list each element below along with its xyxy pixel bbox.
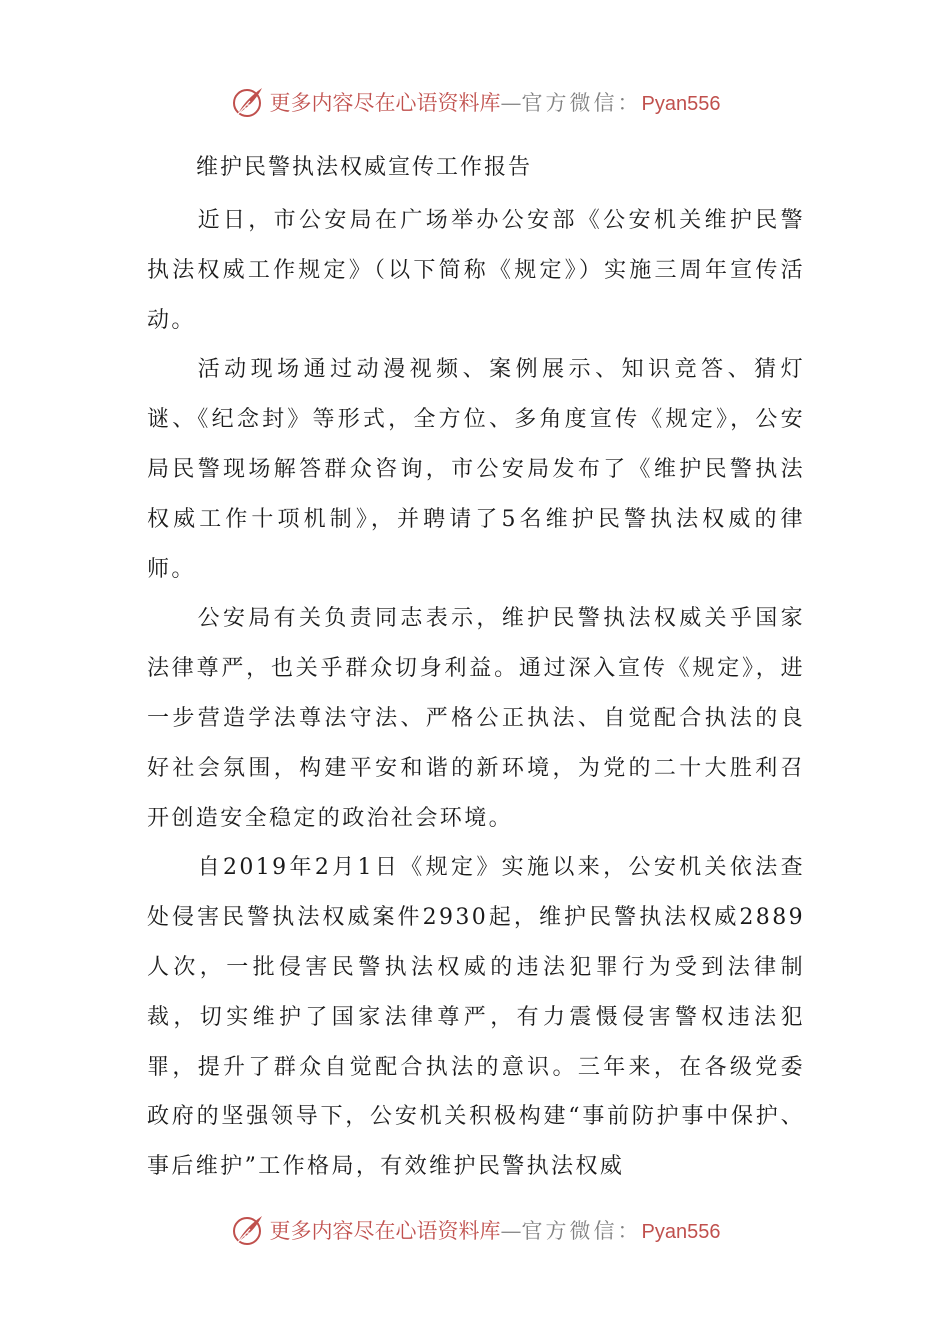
watermark-wechat-label: 官方微信： [521, 91, 642, 115]
feather-pen-logo-icon [230, 84, 266, 120]
watermark-banner-top [0, 82, 950, 122]
watermark-wechat-id: Pyan556 [641, 93, 721, 115]
watermark-banner-bottom [0, 1210, 950, 1250]
feather-pen-logo-icon [230, 1212, 266, 1248]
watermark-text [270, 87, 721, 117]
watermark-site-text: 更多内容尽在心语资料库 [269, 91, 501, 115]
watermark-site-text: 更多内容尽在心语资料库 [269, 1219, 501, 1243]
watermark-wechat-label: 官方微信： [521, 1219, 642, 1243]
watermark-text [270, 1215, 721, 1245]
document-title: 维护民警执法权威宣传工作报告 [196, 155, 533, 180]
paragraph-3: 公安局有关负责同志表示，维护民警执法权威关乎国家法律尊严，也关乎群众切身利益。通过深入宣传《规定》，进一步营造学法尊法守法、严格公正执法、自觉配合执法的良好社会氛围，构建平安和谐的新环境，为党的二十大胜利召开创造安全稳定的政治社会环境。 [147, 606, 805, 831]
watermark-dash: — [500, 91, 522, 115]
document-body [147, 196, 805, 1192]
watermark-wechat-id: Pyan556 [641, 1221, 721, 1243]
paragraph-1: 近日，市公安局在广场举办公安部《公安机关维护民警执法权威工作规定》（以下简称《规定》）实施三周年宣传活动。 [147, 208, 805, 333]
paragraph-2: 活动现场通过动漫视频、案例展示、知识竞答、猜灯谜、《纪念封》等形式，全方位、多角度宣传《规定》，公安局民警现场解答群众咨询，市公安局发布了《维护民警执法权威工作十项机制》，并聘请了5名维护民警执法权威的律师。 [147, 357, 805, 582]
paragraph-4: 自2019年2月1日《规定》实施以来，公安机关依法查处侵害民警执法权威案件2930起，维护民警执法权威2889人次，一批侵害民警执法权威的违法犯罪行为受到法律制裁，切实维护了国家法律尊严，有力震慑侵害警权违法犯罪，提升了群众自觉配合执法的意识。三年来，在各级党委政府的坚强领导下，公安机关积极构建“事前防护事中保护、事后维护”工作格局，有效维护民警执法权威 [147, 855, 805, 1180]
watermark-dash: — [500, 1219, 522, 1243]
